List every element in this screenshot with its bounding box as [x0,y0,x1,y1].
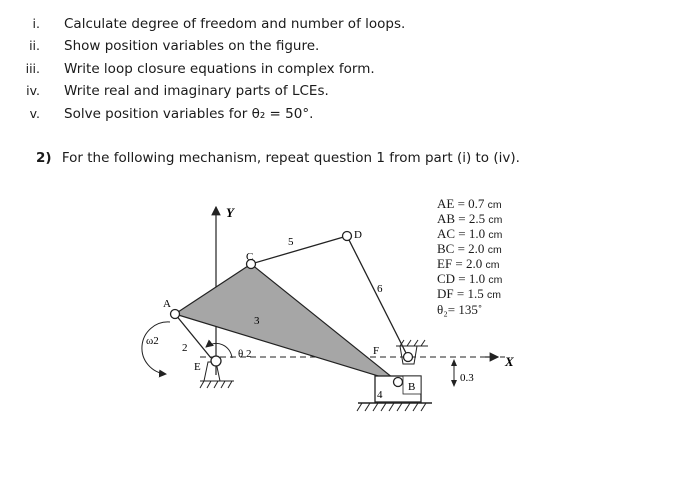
question-text: Write real and imaginary parts of LCEs. [64,83,329,99]
spec-unit: cm [487,244,502,256]
spec-unit: cm [486,289,501,301]
point-f-label: F [373,345,380,357]
spec-label: EF = 2.0 [437,256,483,271]
point-d-label: D [354,229,362,241]
link-2-label: 2 [182,342,188,354]
omega-2-arrow [142,322,170,374]
y-axis-label: Y [226,205,234,220]
spec-label: DF = 1.5 [437,286,484,301]
offset-arrow-top [451,359,457,366]
spec-row [437,256,500,272]
question-number: v. [29,106,40,121]
spec-unit: cm [487,199,502,211]
joint-b [394,378,403,387]
spec-label: AB = 2.5 [437,211,486,226]
question-number: iv. [26,83,40,98]
link-3-triangle [175,264,398,382]
question-number: ii. [29,38,40,53]
spec-label: AE = 0.7 [437,196,485,211]
spec-label: CD = 1.0 [437,271,486,286]
spec-row [437,302,482,318]
spec-unit: cm [488,274,503,286]
slider-ground [357,403,432,411]
omega-2-label: ω2 [146,335,159,347]
x-axis-label: X [505,354,514,369]
theta-2-label: θ 2 [238,348,252,360]
spec-row [437,286,501,302]
offset-label: 0.3 [460,372,474,384]
spec-label: AC = 1.0 [437,226,486,241]
link-6 [347,236,408,357]
point-e-label: E [194,361,201,373]
spec-row [437,241,502,257]
offset-arrow-bottom [451,380,457,387]
spec-row [437,271,502,287]
spec-unit: cm [488,229,503,241]
point-a-label: A [163,298,171,310]
link-4-label: 4 [377,389,383,401]
question-text: Calculate degree of freedom and number of loops. [64,16,406,32]
joint-d [343,232,352,241]
link-6-label: 6 [377,283,383,295]
link-3-label: 3 [254,315,260,327]
link-5-label: 5 [288,236,294,248]
question-number: iii. [25,61,40,76]
point-b-label: B [408,381,416,393]
joint-a [171,310,180,319]
spec-unit: cm [488,214,503,226]
spec-row [437,196,502,212]
question-text: Solve position variables for θ₂ = 50°. [64,106,314,122]
spec-unit: cm [485,259,500,271]
link-5 [251,236,347,264]
question-text: Write loop closure equations in complex form. [64,61,375,77]
point-c-label: C [246,251,254,263]
question-2-text: For the following mechanism, repeat question 1 from part (i) to (iv). [61,150,520,166]
spec-row [437,226,502,242]
spec-row [437,211,502,227]
ground-pivot-e [200,356,234,388]
spec-label: BC = 2.0 [437,241,485,256]
question-text: Show position variables on the figure. [64,38,320,54]
spec-label: θ₂= 135˚ [437,302,483,317]
question-number: i. [32,16,40,31]
question-2-number: 2) [36,150,52,166]
